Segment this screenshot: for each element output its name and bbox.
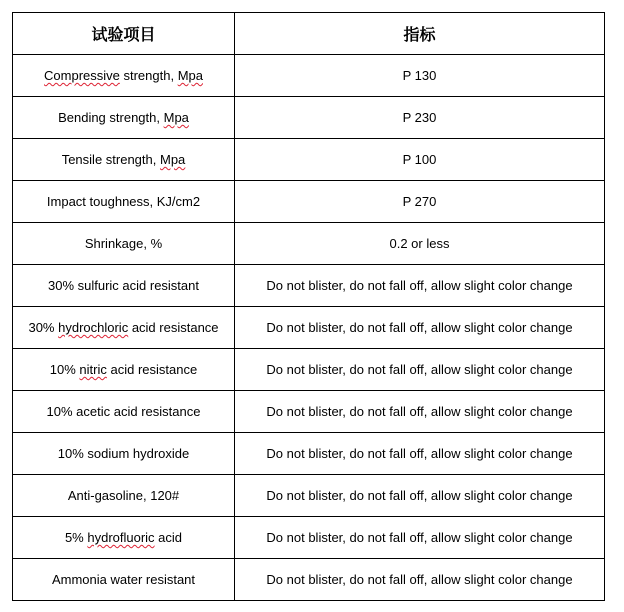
test-item-cell bbox=[13, 223, 235, 265]
table-row bbox=[13, 391, 605, 433]
table-row bbox=[13, 139, 605, 181]
indicator-cell: Do not blister, do not fall off, allow slight color change bbox=[235, 433, 605, 475]
test-item-text: 10% sodium hydroxide bbox=[57, 446, 190, 461]
table-row bbox=[13, 55, 605, 97]
header-test-item: 试验项目 bbox=[13, 13, 235, 55]
spec-table bbox=[12, 12, 605, 601]
test-item-text: acid resistance bbox=[106, 362, 198, 377]
indicator-cell: Do not blister, do not fall off, allow slight color change bbox=[235, 391, 605, 433]
indicator-cell: P 270 bbox=[235, 181, 605, 223]
test-item-text: Shrinkage, % bbox=[84, 236, 163, 251]
table-row bbox=[13, 559, 605, 601]
spellcheck-word: hydrochloric bbox=[58, 320, 129, 335]
test-item-text: 10% acetic acid resistance bbox=[46, 404, 201, 419]
table-row bbox=[13, 97, 605, 139]
test-item-text: 30% bbox=[28, 320, 59, 335]
test-item-text: Ammonia water resistant bbox=[51, 572, 196, 587]
indicator-cell: P 230 bbox=[235, 97, 605, 139]
test-item-text: acid bbox=[154, 530, 183, 545]
test-item-text: Anti-gasoline, 120# bbox=[67, 488, 180, 503]
spec-table-container bbox=[12, 12, 605, 601]
table-row bbox=[13, 433, 605, 475]
test-item-text: 30% sulfuric acid resistant bbox=[47, 278, 199, 293]
test-item-cell bbox=[13, 517, 235, 559]
indicator-cell: Do not blister, do not fall off, allow slight color change bbox=[235, 517, 605, 559]
spellcheck-word: Compressive bbox=[44, 68, 120, 83]
table-header-row bbox=[13, 13, 605, 55]
indicator-cell: Do not blister, do not fall off, allow slight color change bbox=[235, 475, 605, 517]
test-item-text: Tensile strength, bbox=[61, 152, 160, 167]
header-indicator: 指标 bbox=[235, 13, 605, 55]
table-row bbox=[13, 517, 605, 559]
indicator-cell: Do not blister, do not fall off, allow slight color change bbox=[235, 265, 605, 307]
indicator-cell: Do not blister, do not fall off, allow slight color change bbox=[235, 349, 605, 391]
indicator-cell: P 100 bbox=[235, 139, 605, 181]
test-item-text: 5% bbox=[64, 530, 88, 545]
indicator-cell: P 130 bbox=[235, 55, 605, 97]
test-item-text: acid resistance bbox=[128, 320, 219, 335]
test-item-text: Impact toughness, KJ/cm2 bbox=[46, 194, 201, 209]
indicator-cell: Do not blister, do not fall off, allow slight color change bbox=[235, 307, 605, 349]
test-item-cell bbox=[13, 139, 235, 181]
indicator-cell: Do not blister, do not fall off, allow slight color change bbox=[235, 559, 605, 601]
table-row bbox=[13, 181, 605, 223]
spellcheck-word: Mpa bbox=[177, 68, 203, 83]
table-row bbox=[13, 307, 605, 349]
table-row bbox=[13, 475, 605, 517]
spellcheck-word: Mpa bbox=[159, 152, 186, 167]
test-item-cell bbox=[13, 307, 235, 349]
test-item-cell bbox=[13, 265, 235, 307]
spellcheck-word: nitric bbox=[79, 362, 107, 377]
test-item-cell bbox=[13, 559, 235, 601]
test-item-text: Bending strength, bbox=[58, 110, 164, 125]
test-item-text: 10% bbox=[49, 362, 80, 377]
table-body bbox=[13, 55, 605, 601]
indicator-cell: 0.2 or less bbox=[235, 223, 605, 265]
test-item-cell bbox=[13, 349, 235, 391]
table-row bbox=[13, 349, 605, 391]
test-item-cell bbox=[13, 433, 235, 475]
table-row bbox=[13, 265, 605, 307]
table-row bbox=[13, 223, 605, 265]
spellcheck-word: Mpa bbox=[163, 110, 189, 125]
spellcheck-word: hydrofluoric bbox=[87, 530, 155, 545]
test-item-cell bbox=[13, 97, 235, 139]
test-item-cell bbox=[13, 55, 235, 97]
test-item-text: strength, bbox=[119, 68, 178, 83]
test-item-cell bbox=[13, 391, 235, 433]
test-item-cell bbox=[13, 181, 235, 223]
test-item-cell bbox=[13, 475, 235, 517]
